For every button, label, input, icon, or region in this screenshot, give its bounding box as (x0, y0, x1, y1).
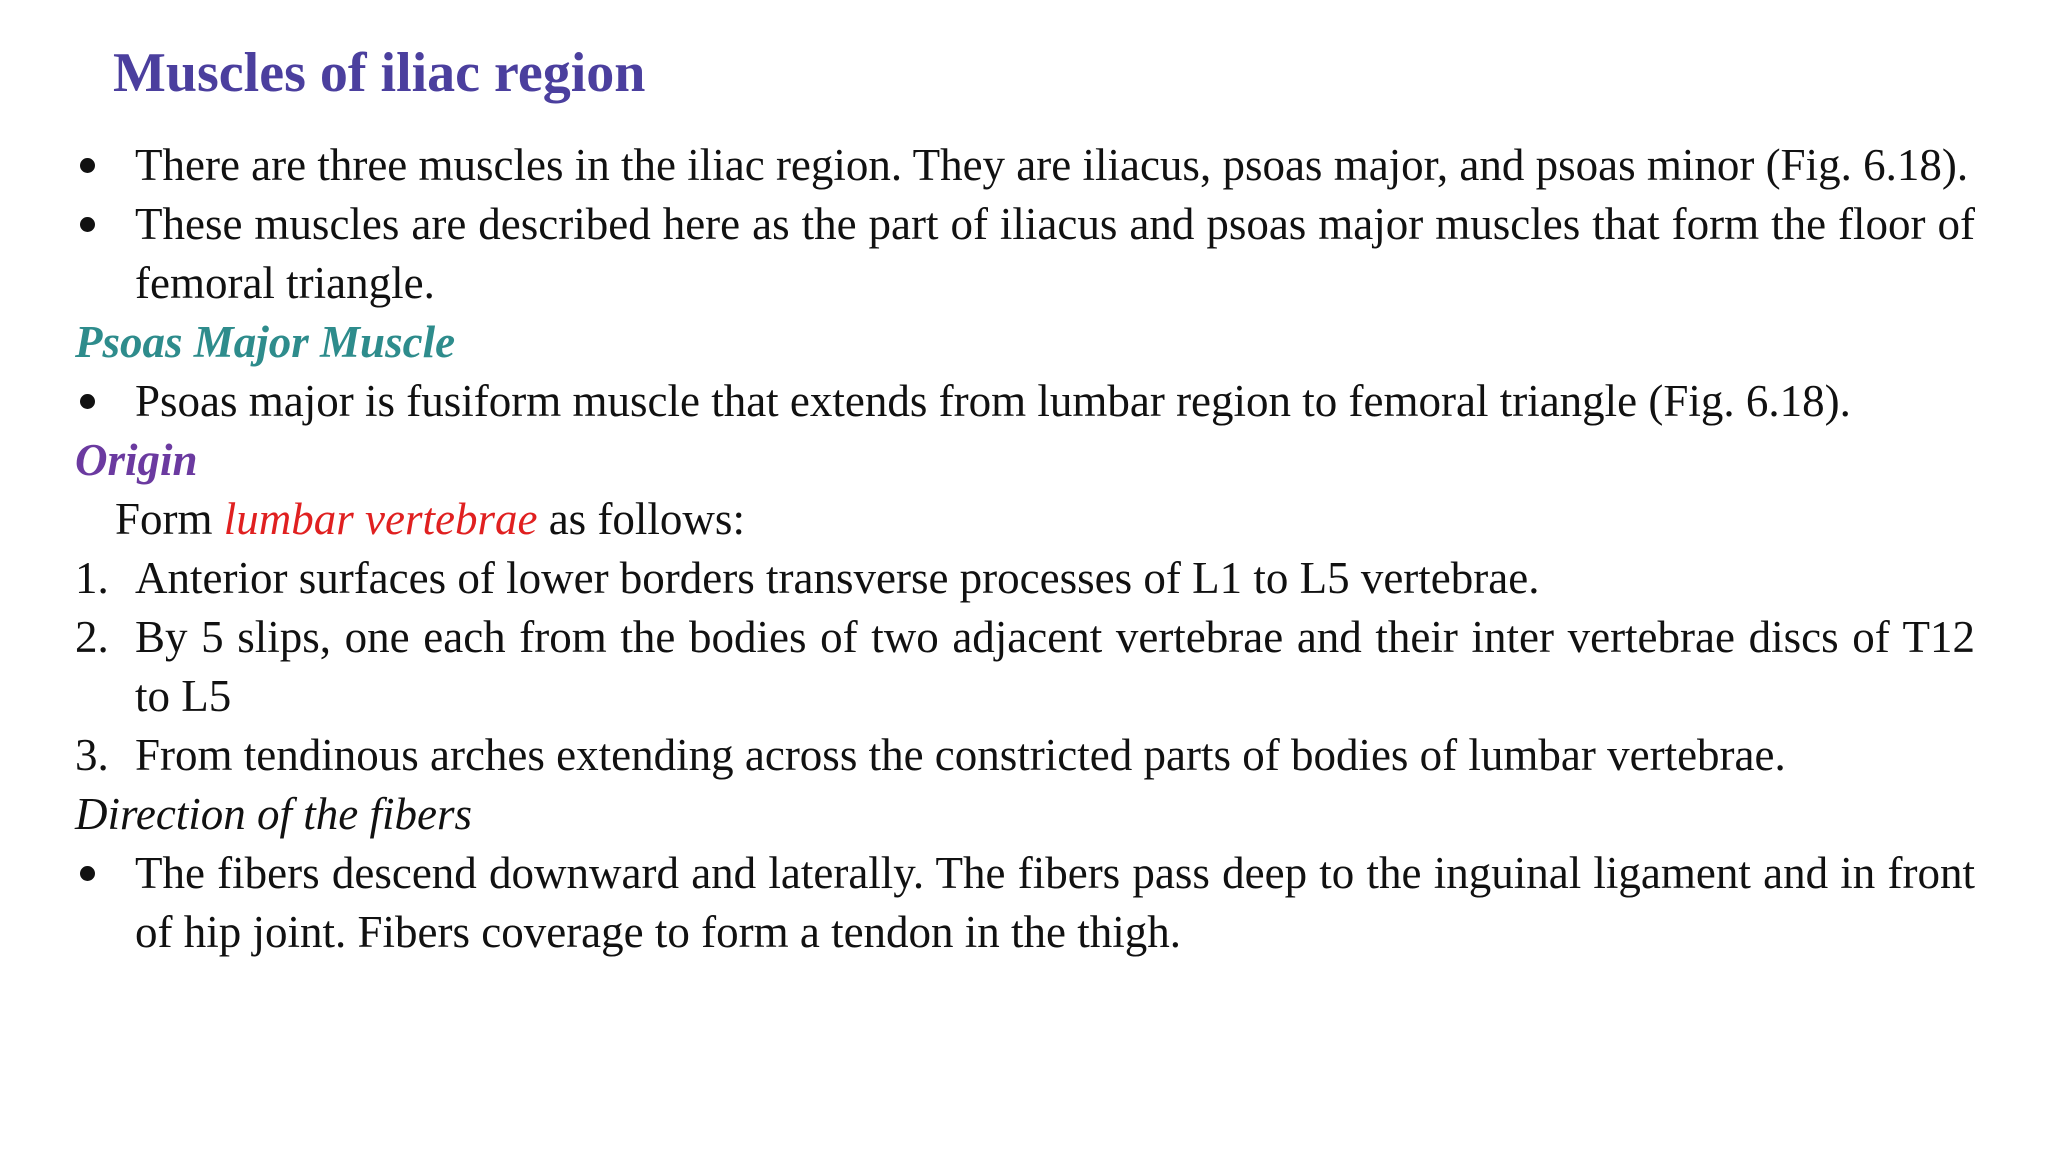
page-title: Muscles of iliac region (113, 42, 646, 104)
bullet-item (75, 136, 1975, 195)
bullet-text: The fibers descend downward and laterally. The fibers pass deep to the inguinal ligament and in front of hip joint. Fibers coverage to form a tendon in the thigh. (135, 848, 1975, 957)
bullet-text: Psoas major is fusiform muscle that extends from lumbar region to femoral triangle (Fig. 6.18). (135, 376, 1851, 426)
bullet-text: There are three muscles in the iliac region. They are iliacus, psoas major, and psoas minor (Fig. 6.18). (135, 140, 1969, 190)
section-heading-origin: Origin (75, 435, 198, 485)
bullet-item (75, 372, 1975, 431)
number-marker: 2. (75, 612, 109, 662)
bullet-dot-icon (80, 394, 95, 409)
numbered-text: Anterior surfaces of lower borders transverse processes of L1 to L5 vertebrae. (135, 553, 1540, 603)
origin-intro-highlight: lumbar vertebrae (223, 494, 538, 544)
section-heading-fibers: Direction of the fibers (75, 789, 473, 839)
origin-intro (75, 490, 1975, 549)
document-body (75, 136, 1975, 962)
origin-intro-prefix: Form (115, 494, 224, 544)
bullet-marker (75, 136, 135, 195)
number-marker: 3. (75, 730, 109, 780)
bullet-dot-icon (80, 158, 95, 173)
bullet-marker (75, 372, 135, 431)
numbered-item (75, 608, 1975, 726)
bullet-dot-icon (80, 866, 95, 881)
numbered-item (75, 726, 1975, 785)
origin-intro-suffix: as follows: (537, 494, 745, 544)
number-marker: 1. (75, 553, 109, 603)
bullet-marker (75, 195, 135, 254)
bullet-item (75, 195, 1975, 313)
numbered-item (75, 549, 1975, 608)
bullet-dot-icon (80, 217, 95, 232)
bullet-item (75, 844, 1975, 962)
numbered-text: From tendinous arches extending across the constricted parts of bodies of lumbar vertebrae. (135, 730, 1786, 780)
bullet-marker (75, 844, 135, 903)
numbered-text: By 5 slips, one each from the bodies of two adjacent vertebrae and their inter vertebrae discs of T12 to L5 (135, 612, 1975, 721)
bullet-text: These muscles are described here as the part of iliacus and psoas major muscles that form the floor of femoral triangle. (135, 199, 1975, 308)
section-heading-psoas-major: Psoas Major Muscle (75, 317, 456, 367)
